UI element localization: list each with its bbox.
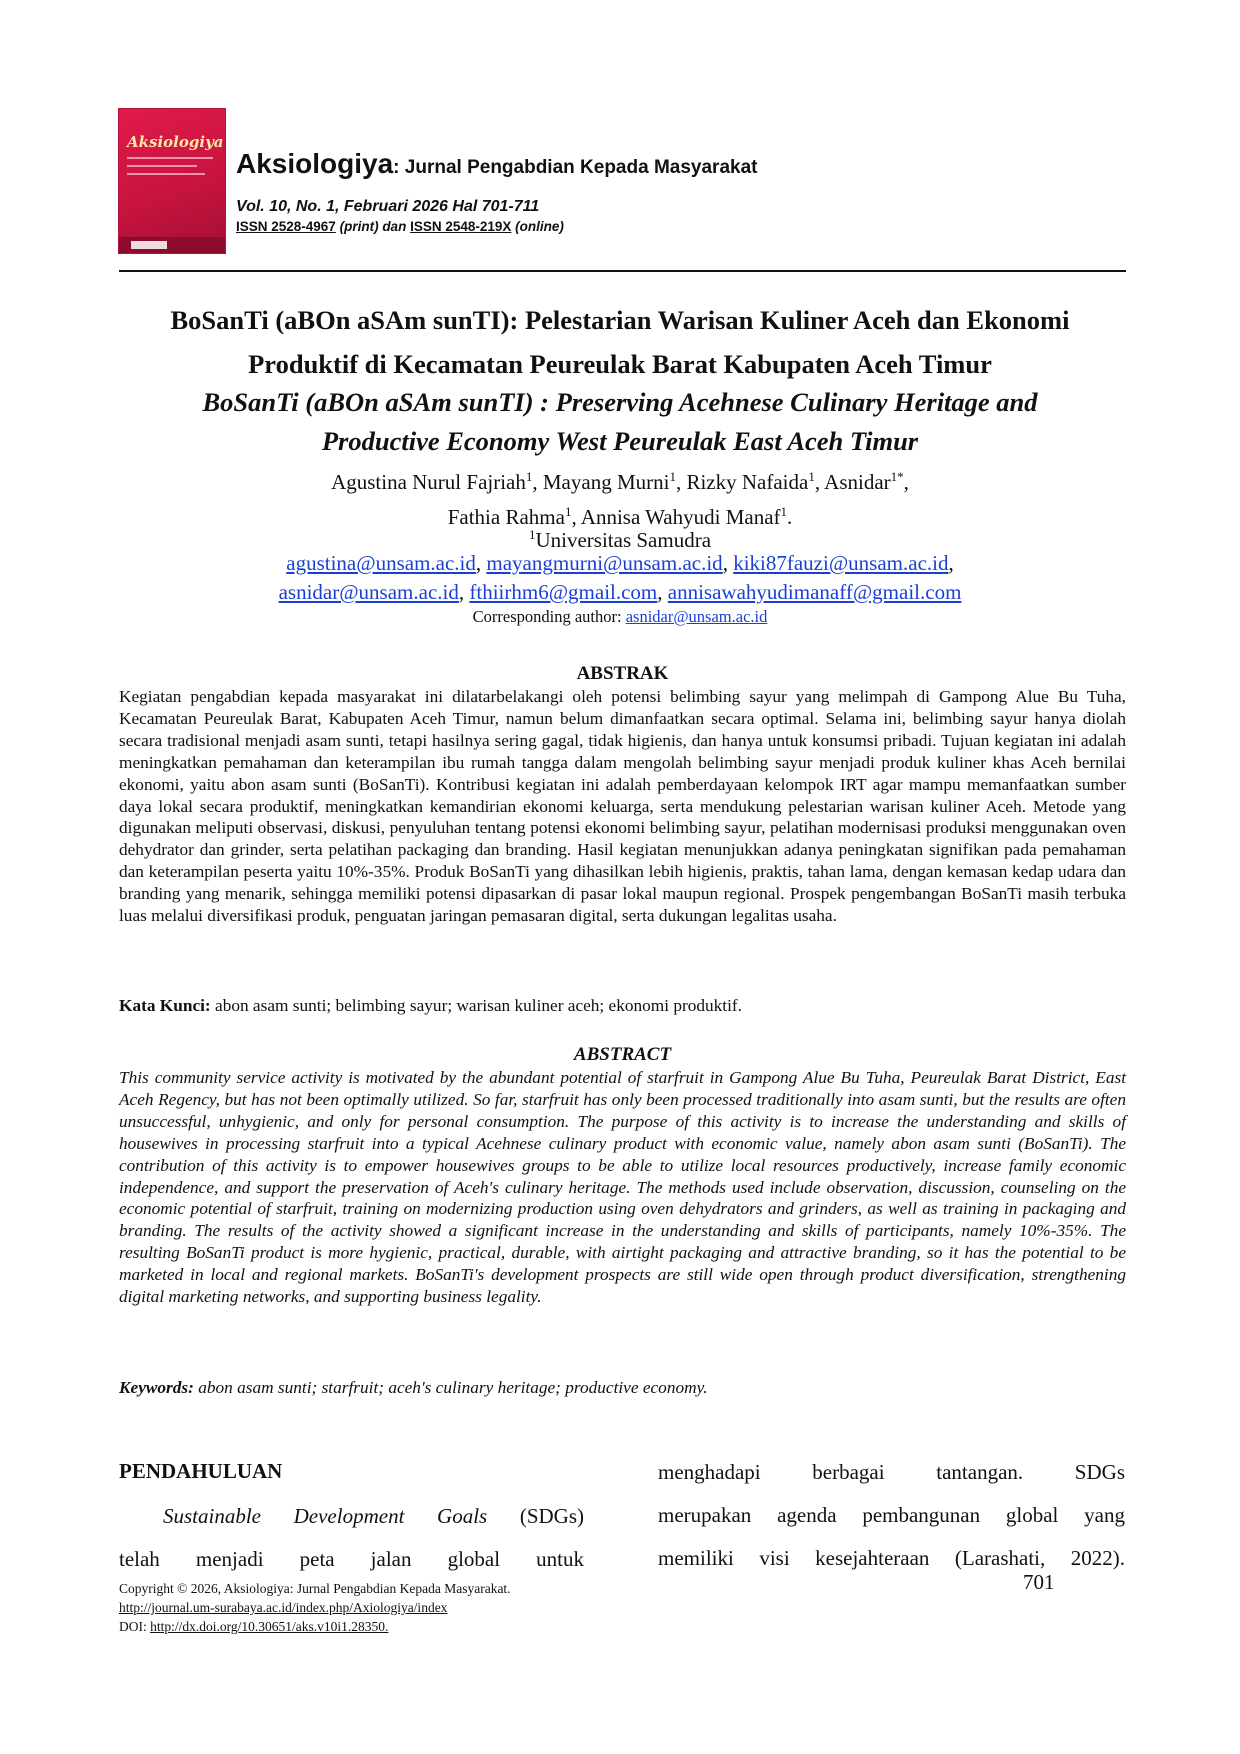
journal-cover-thumbnail — [119, 109, 225, 253]
abstrak-text: Kegiatan pengabdian kepada masyarakat ini dilatarbelakangi oleh potensi belimbing sayur yang melimpah di Gampong Alue Bu Tuha, Kecamatan Peureulak Barat, Kabupaten Aceh Timur, namun belum dimanfaatkan secara optimal. Selama ini, belimbing sayur hanya diolah secara tradisional menjadi asam sunti, tetapi hasilnya sering gagal, tidak higienis, dan hanya untuk konsumsi pribadi. Tujuan kegiatan ini adalah meningkatkan pemahaman dan keterampilan ibu rumah tangga dalam mengolah belimbing sayur menjadi produk kuliner khas Aceh bernilai ekonomi, yaitu abon asam sunti (BoSanTi). Kontribusi kegiatan ini adalah pemberdayaan kelompok IRT agar mampu memanfaatkan sumber daya lokal secara produktif, meningkatkan kemandirian ekonomi keluarga, serta mendukung pelestarian warisan kuliner Aceh. Metode yang digunakan meliputi observasi, diskusi, penyuluhan tentang potensi ekonomi belimbing sayur, pelatihan modernisasi produksi menggunakan oven dehydrator dan grinder, serta pelatihan packaging dan branding. Hasil kegiatan menunjukkan adanya peningkatan signifikan pada pemahaman dan keterampilan peserta yaitu 10%-35%. Produk BoSanTi yang dihasilkan lebih higienis, praktis, tahan lama, dengan kemasan kedap udara dan branding yang menarik, sehingga memiliki potensi dipasarkan di pasar lokal maupun regional. Prospek pengembangan BoSanTi masih terbuka luas melalui diversifikasi produk, penguatan jaringan pemasaran digital, serta dukungan legalitas usaha. — [119, 687, 1126, 926]
article-title-indonesian: BoSanTi (aBOn aSAm sunTI): Pelestarian Warisan Kuliner Aceh dan Ekonomi Produktif di Kecamatan Peureulak Barat Kabupaten Aceh Timur — [170, 305, 1070, 379]
author-list: Agustina Nurul Fajriah$^1$, Mayang Murni$^1$, Rizky Nafaida$^1$, Asnidar$^{1*}$, Fathia Rahma$^1$, Annisa Wahyudi Manaf$^1$. — [331, 469, 909, 529]
footer: Copyright © 2026, Aksiologiya: Jurnal Pengabdian Kepada Masyarakat. http://journal.um-surabaya.ac.id/index.php/Axiologiya/index DOI: http://dx.doi.org/10.30651/aks.v10i1.28350. — [119, 1581, 511, 1634]
header-divider — [119, 270, 1126, 272]
cover-decoration — [127, 157, 213, 159]
author-name: Annisa Wahyudi Manaf — [580, 505, 781, 529]
email-link[interactable]: mayangmurni@unsam.ac.id — [486, 551, 723, 575]
copyright-notice: Copyright © 2026, Aksiologiya: Jurnal Pengabdian Kepada Masyarakat. — [119, 1581, 511, 1596]
email-link[interactable]: fthiirhm6@gmail.com — [469, 580, 658, 604]
article-title-english: BoSanTi (aBOn aSAm sunTI) : Preserving Acehnese Culinary Heritage and Productive Economy West Peureulak East Aceh Timur — [202, 387, 1038, 456]
issn-print-link[interactable]: ISSN 2528-4967 — [236, 219, 336, 234]
affiliation: $^1$Universitas Samudra — [528, 527, 712, 552]
section-heading-pendahuluan: PENDAHULUAN — [119, 1459, 283, 1483]
page-number: 701 — [1023, 1570, 1055, 1594]
email-link[interactable]: agustina@unsam.ac.id — [286, 551, 476, 575]
issn-online-link[interactable]: ISSN 2548-219X — [410, 219, 512, 234]
keywords-label: Keywords: — [119, 1378, 194, 1397]
abstrak-heading: ABSTRAK — [576, 663, 669, 684]
email-link[interactable]: kiki87fauzi@unsam.ac.id — [733, 551, 949, 575]
volume-info: Vol. 10, No. 1, Februari 2026 Hal 701-711 — [236, 198, 540, 215]
email-link[interactable]: asnidar@unsam.ac.id — [278, 580, 459, 604]
cover-decoration — [127, 173, 205, 175]
corresponding-email-link[interactable]: asnidar@unsam.ac.id — [625, 607, 768, 626]
journal-url-link[interactable]: http://journal.um-surabaya.ac.id/index.php/Axiologiya/index — [119, 1600, 448, 1615]
email-link[interactable]: annisawahyudimanaff@gmail.com — [667, 580, 962, 604]
body-right-column: menghadapi berbagai tantangan. SDGs merupakan agenda pembangunan global yang memiliki visi kesejahteraan (Larashati, 2022). — [658, 1460, 1125, 1570]
kata-kunci-label: Kata Kunci: — [119, 996, 211, 1015]
author-name: Agustina Nurul Fajriah — [331, 470, 526, 494]
journal-subtitle: : Jurnal Pengabdian Kepada Masyarakat — [393, 157, 758, 178]
abstract-text: This community service activity is motivated by the abundant potential of starfruit in Gampong Alue Bu Tuha, Peureulak Barat District, East Aceh Regency, but has not been optimally utilized. So far, starfruit has only been processed traditionally into asam sunti, but the results are often unsuccessful, unhygienic, and only for personal consumption. The purpose of this activity is to increase the understanding and skills of housewives in processing starfruit into a typical Acehnese culinary product with economic value, namely abon asam sunti (BoSanTi). The contribution of this activity is to empower housewives groups to be able to utilize local resources productively, increase family economic independence, and support the preservation of Aceh's culinary heritage. The methods used include observation, discussion, counseling on the economic potential of starfruit, training on modernizing production using oven dehydrators and grinders, as well as training in packaging and branding. The results of the activity showed a significant increase in the understanding and skills of participants, namely 10%-35%. The resulting BoSanTi product is more hygienic, practical, durable, with airtight packaging and attractive branding, so it has the potential to be marketed in local and regional markets. BoSanTi's development prospects are still wide open through product diversification, strengthening digital marketing networks, and supporting business legality. — [119, 1068, 1126, 1307]
author-emails: agustina@unsam.ac.id, mayangmurni@unsam.ac.id, kiki87fauzi@unsam.ac.id, asnidar@unsam.ac.id, fthiirhm6@gmail.com, annisawahyudimanaff@gmail.com — [278, 551, 962, 604]
author-name: Asnidar — [824, 470, 891, 494]
journal-name: Aksiologiya — [236, 148, 394, 179]
abstract-heading: ABSTRACT — [573, 1044, 672, 1065]
keywords: Keywords: abon asam sunti; starfruit; aceh's culinary heritage; productive economy. — [119, 1378, 708, 1397]
kata-kunci: Kata Kunci: abon asam sunti; belimbing sayur; warisan kuliner aceh; ekonomi produktif. — [119, 996, 742, 1015]
cover-decoration — [127, 165, 197, 167]
doi-link[interactable]: http://dx.doi.org/10.30651/aks.v10i1.28350. — [150, 1619, 389, 1634]
cover-publisher-logo — [131, 241, 167, 249]
author-name: Mayang Murni — [542, 470, 670, 494]
cover-title: Aksiologiya — [127, 133, 224, 151]
corresponding-author: Corresponding author: asnidar@unsam.ac.id — [472, 607, 768, 626]
journal-title — [236, 148, 757, 180]
body-left-column: Sustainable Development Goals (SDGs) telah menjadi peta jalan global untuk — [119, 1504, 584, 1571]
author-name: Rizky Nafaida — [686, 470, 809, 494]
author-name: Fathia Rahma — [447, 505, 565, 529]
issn-info: ISSN 2528-4967 (print) dan ISSN 2548-219X (online) — [236, 219, 564, 234]
